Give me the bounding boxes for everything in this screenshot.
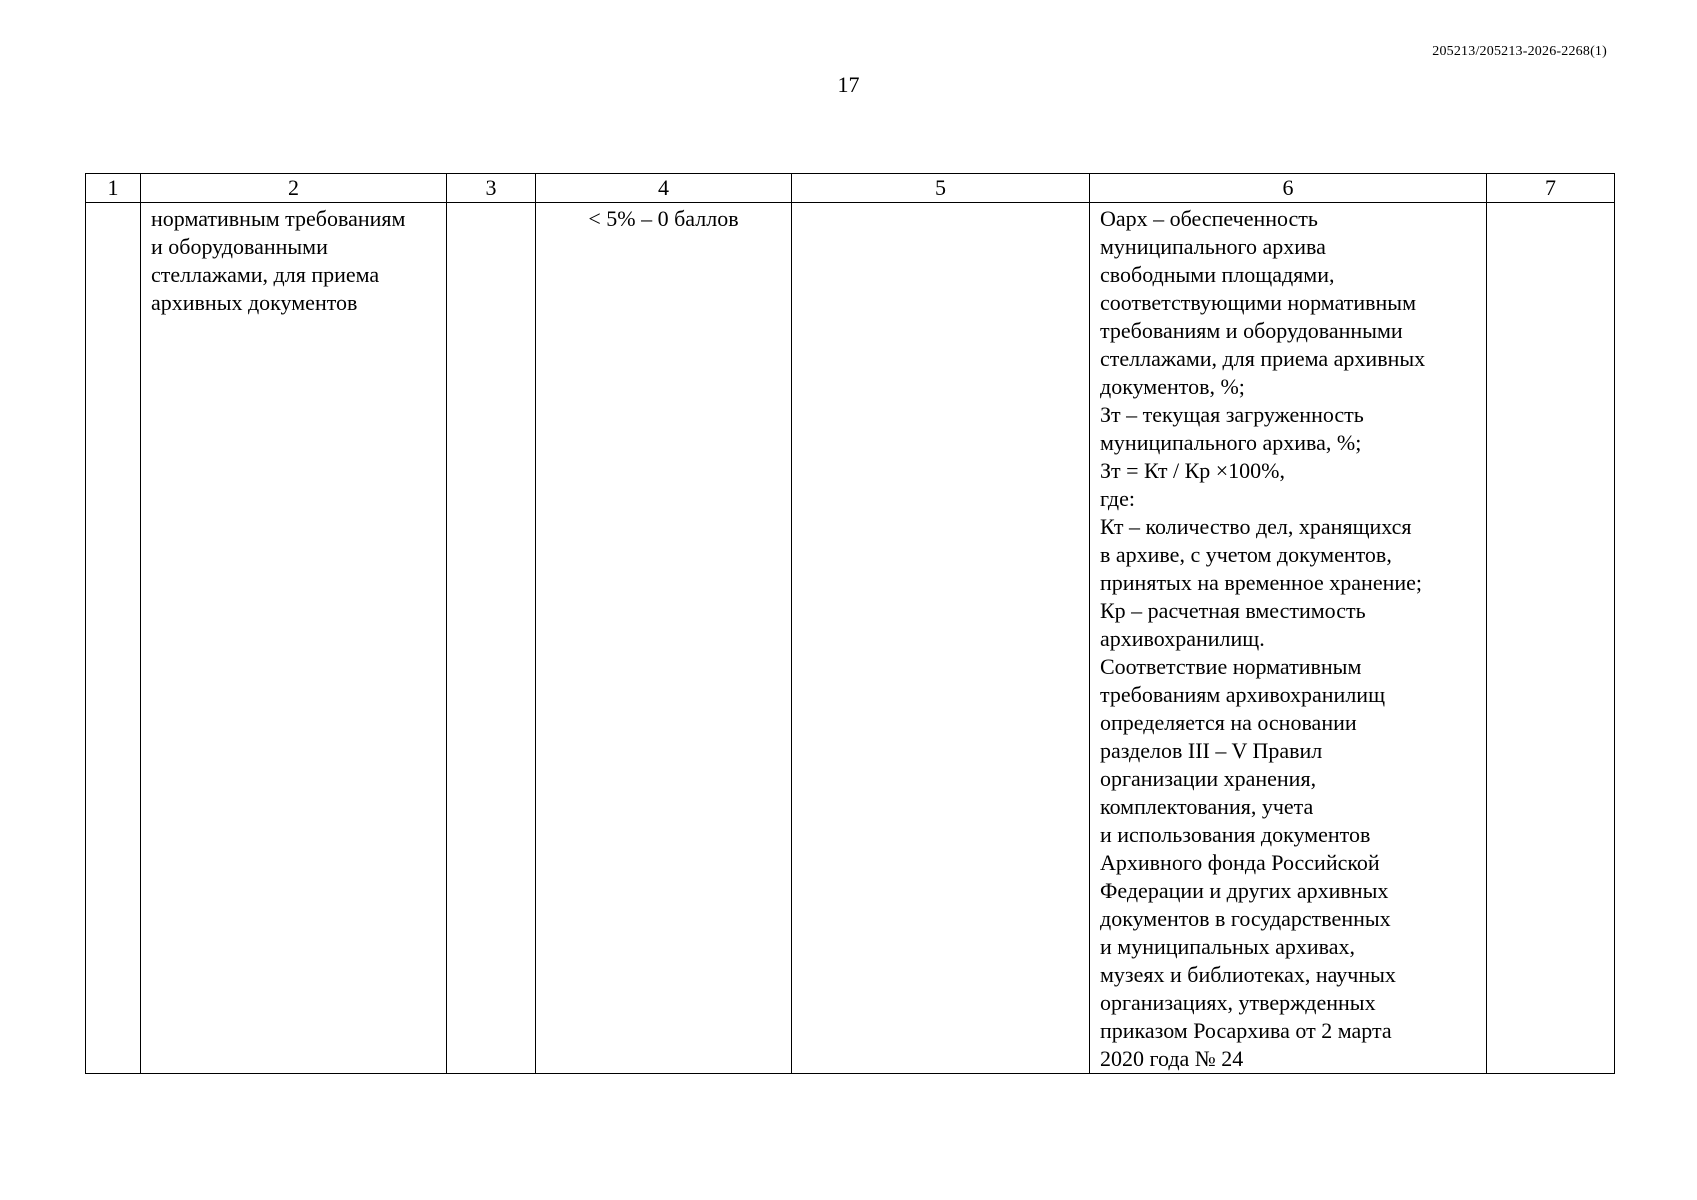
text-line: 2020 года № 24 [1100, 1046, 1244, 1071]
column-header-2: 2 [141, 174, 447, 203]
text-line: где: [1100, 486, 1135, 511]
text-line: в архиве, с учетом документов, [1100, 542, 1392, 567]
text-line: требованиям и оборудованными [1100, 318, 1403, 343]
column-header-6: 6 [1090, 174, 1487, 203]
text-line: и муниципальных архивах, [1100, 934, 1355, 959]
text-line: организации хранения, [1100, 766, 1317, 791]
cell-score: < 5% – 0 баллов [536, 203, 792, 1074]
text-line: организациях, утвержденных [1100, 990, 1376, 1015]
text-line: Зт = Кт / Кр ×100%, [1100, 458, 1286, 483]
text-line: разделов III – V Правил [1100, 738, 1323, 763]
column-number-row [86, 174, 1615, 203]
text-line: музеях и библиотеках, научных [1100, 962, 1396, 987]
text-line: Кт – количество дел, хранящихся [1100, 514, 1412, 539]
text-line: Федерации и других архивных [1100, 878, 1389, 903]
text-line: Архивного фонда Российской [1100, 850, 1380, 875]
text-line: и оборудованными [151, 234, 328, 259]
text-line: нормативным требованиям [151, 206, 406, 231]
text-line: Соответствие нормативным [1100, 654, 1362, 679]
column-header-5: 5 [792, 174, 1090, 203]
text-line: архивных документов [151, 290, 358, 315]
text-line: Кр – расчетная вместимость [1100, 598, 1366, 623]
text-line: требованиям архивохранилищ [1100, 682, 1386, 707]
text-line: Зт – текущая загруженность [1100, 402, 1364, 427]
column-header-4: 4 [536, 174, 792, 203]
text-line: документов в государственных [1100, 906, 1391, 931]
cell-col1 [86, 203, 141, 1074]
text-line: стеллажами, для приема архивных [1100, 346, 1426, 371]
text-line: муниципального архива, %; [1100, 430, 1362, 455]
table-row [86, 203, 1615, 1074]
criteria-table [85, 173, 1615, 1074]
text-line: архивохранилищ. [1100, 626, 1265, 651]
cell-calculation-method [1090, 203, 1487, 1074]
page-number: 17 [837, 72, 860, 97]
text-line: Оарх – обеспеченность [1100, 206, 1318, 231]
text-line: соответствующими нормативным [1100, 290, 1417, 315]
text-line: комплектования, учета [1100, 794, 1314, 819]
text-line: и использования документов [1100, 822, 1371, 847]
text-line: определяется на основании [1100, 710, 1357, 735]
cell-col5 [792, 203, 1090, 1074]
cell-col7 [1487, 203, 1615, 1074]
cell-col3 [447, 203, 536, 1074]
column-header-7: 7 [1487, 174, 1615, 203]
text-line: принятых на временное хранение; [1100, 570, 1423, 595]
column-header-3: 3 [447, 174, 536, 203]
text-line: муниципального архива [1100, 234, 1326, 259]
text-line: документов, %; [1100, 374, 1245, 399]
text-line: стеллажами, для приема [151, 262, 380, 287]
column-header-1: 1 [86, 174, 141, 203]
document-id: 205213/205213-2026-2268(1) [1432, 44, 1607, 59]
text-line: приказом Росархива от 2 марта [1100, 1018, 1392, 1043]
text-line: свободными площадями, [1100, 262, 1335, 287]
cell-indicator-name [141, 203, 447, 1074]
